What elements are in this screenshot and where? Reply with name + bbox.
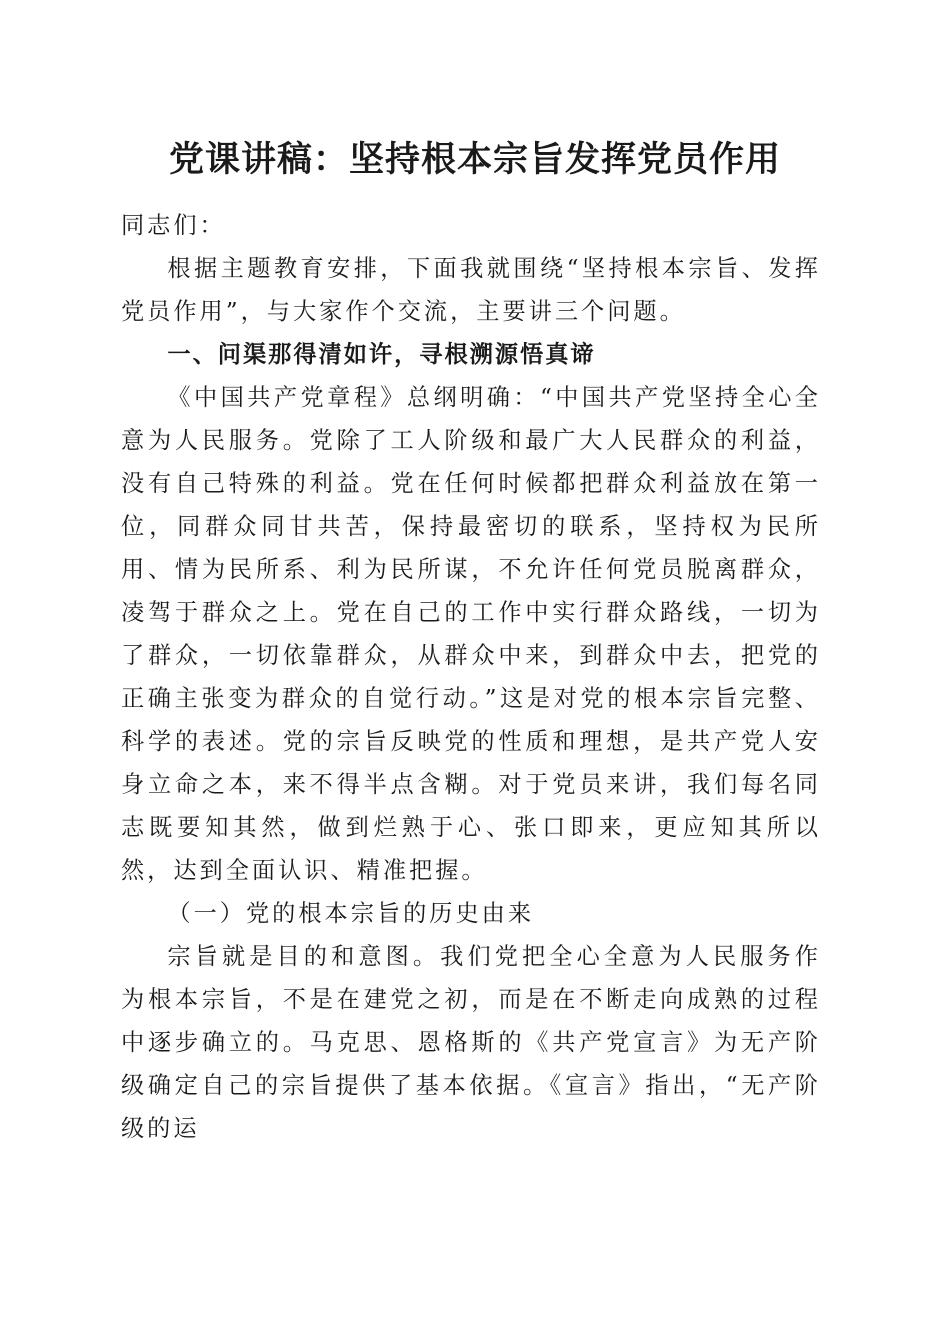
document-body — [121, 204, 821, 1150]
subsection-1-paragraph: 宗旨就是目的和意图。我们党把全心全意为人民服务作为根本宗旨，不是在建党之初，而是在不断走向成熟的过程中逐步确立的。马克思、恩格斯的《共产党宣言》为无产阶级确定自己的宗旨提供了基本依据。《宣言》指出，“无产阶级的运 — [121, 943, 821, 1142]
section-heading-1: 一、问渠那得清如许，寻根溯源悟真谛 — [167, 341, 596, 368]
greeting: 同志们： — [121, 212, 226, 239]
document-title: 党课讲稿：坚持根本宗旨发挥党员作用 — [168, 140, 781, 180]
subsection-heading-1: （一）党的根本宗旨的历史由来 — [167, 900, 535, 927]
section-1-paragraph: 《中国共产党章程》总纲明确：“中国共产党坚持全心全意为人民服务。党除了工人阶级和最广大人民群众的利益，没有自己特殊的利益。党在任何时候都把群众利益放在第一位，同群众同甘共苦，保持最密切的联系，坚持权为民所用、情为民所系、利为民所谋，不允许任何党员脱离群众，凌驾于群众之上。党在自己的工作中实行群众路线，一切为了群众，一切依靠群众，从群众中来，到群众中去，把党的正确主张变为群众的自觉行动。”这是对党的根本宗旨完整、科学的表述。党的宗旨反映党的性质和理想，是共产党人安身立命之本，来不得半点含糊。对于党员来讲，我们每名同志既要知其然，做到烂熟于心、张口即来，更应知其所以然，达到全面认识、精准把握。 — [121, 384, 821, 884]
intro-paragraph: 根据主题教育安排，下面我就围绕“坚持根本宗旨、发挥党员作用”，与大家作个交流，主要讲三个问题。 — [121, 255, 821, 325]
